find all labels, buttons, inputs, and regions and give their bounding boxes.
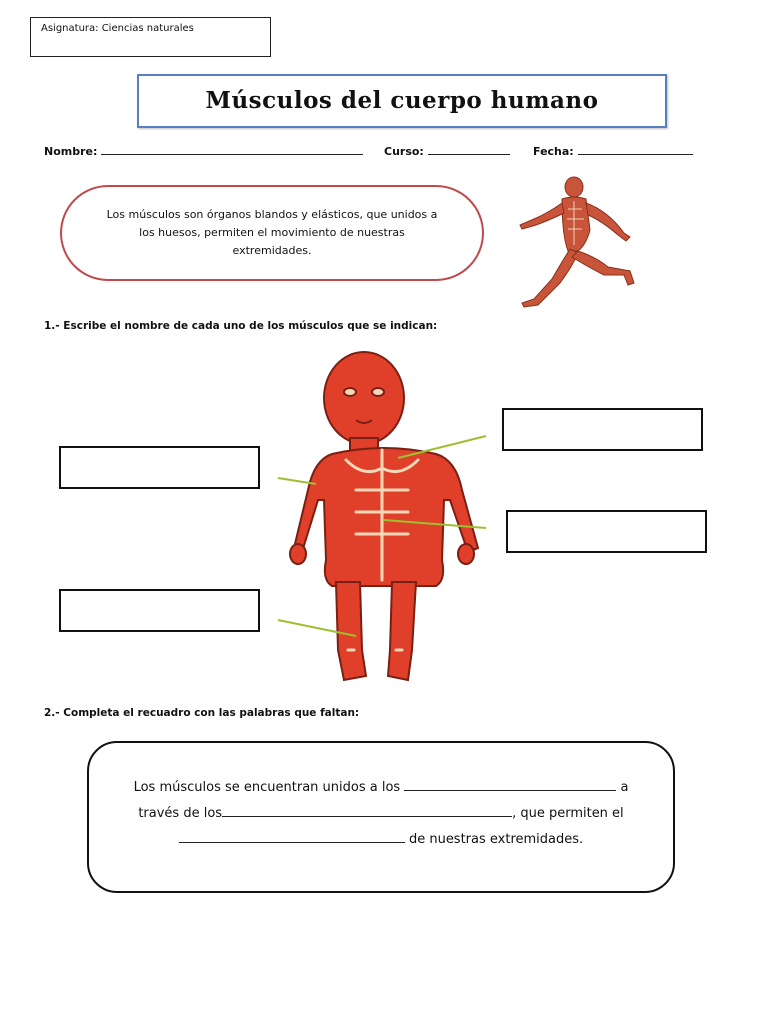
blank-1[interactable]	[404, 776, 616, 791]
intro-oval	[60, 185, 484, 281]
running-man-illustration	[512, 175, 647, 315]
subject-box	[30, 17, 271, 57]
fill-in-part5: de nuestras extremidades.	[408, 832, 584, 847]
name-label: Nombre:	[44, 145, 98, 158]
fill-in-part2: a	[620, 780, 629, 795]
question-1	[44, 320, 437, 332]
page-title: Músculos del cuerpo humano	[205, 87, 599, 114]
fill-in-part3: través de los	[138, 806, 223, 821]
intro-text: Los músculos son órganos blandos y elásticos, que unidos a los huesos, permiten el movimiento de nuestras extremidades.	[106, 208, 438, 257]
date-label: Fecha:	[533, 145, 574, 158]
question-2-text: 2.- Completa el recuadro con las palabras que faltan:	[44, 707, 360, 719]
question-2	[44, 707, 359, 719]
date-field[interactable]	[533, 143, 693, 158]
question-1-text: 1.- Escribe el nombre de cada uno de los músculos que se indican:	[44, 320, 438, 332]
blank-2[interactable]	[222, 802, 512, 817]
pointer-lines	[276, 430, 491, 640]
fill-in-box	[87, 741, 675, 893]
answer-box-arm[interactable]	[59, 446, 260, 489]
answer-box-chest[interactable]	[502, 408, 703, 451]
course-field[interactable]	[384, 143, 510, 158]
name-field[interactable]	[44, 143, 363, 158]
course-label: Curso:	[384, 145, 424, 158]
answer-box-abdomen[interactable]	[506, 510, 707, 553]
title-box	[137, 74, 667, 128]
date-line[interactable]	[578, 143, 693, 155]
subject-label: Asignatura: Ciencias naturales	[41, 23, 194, 34]
answer-box-leg[interactable]	[59, 589, 260, 632]
fill-in-part4: , que permiten el	[512, 806, 624, 821]
course-line[interactable]	[428, 143, 510, 155]
blank-3[interactable]	[179, 828, 405, 843]
name-line[interactable]	[101, 143, 363, 155]
fill-in-part1: Los músculos se encuentran unidos a los	[133, 780, 401, 795]
